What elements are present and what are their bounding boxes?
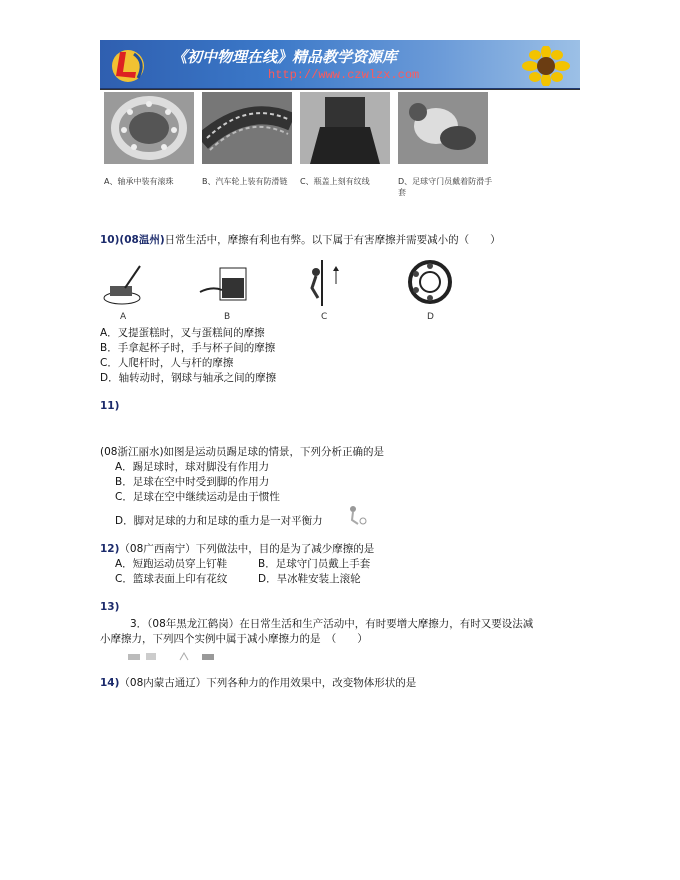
question-text: 日常生活中，摩擦有利也有弊。以下属于有害摩擦并需要减小的（ ） bbox=[164, 234, 501, 246]
photo-caption: B、汽车轮上装有防滑链 bbox=[202, 177, 288, 186]
bottle-cap-photo bbox=[300, 92, 390, 164]
question-number: 13) bbox=[100, 601, 120, 613]
question-source: (08温州) bbox=[119, 234, 165, 246]
question-10-figures bbox=[100, 258, 460, 310]
question-text: （08广西南宁）下列做法中，目的是为了减少摩擦的是 bbox=[119, 543, 375, 555]
football-kick-figure bbox=[346, 504, 368, 526]
figure-label: B bbox=[224, 312, 231, 322]
question-number: 10) bbox=[100, 234, 120, 246]
question-10-stem bbox=[100, 233, 501, 248]
tire-chain-photo bbox=[202, 92, 292, 164]
option-a: A．短跑运动员穿上钉鞋 bbox=[115, 558, 228, 570]
option-c: C．足球在空中继续运动是由于惯性 bbox=[115, 491, 280, 503]
question-13-figures bbox=[128, 650, 218, 664]
sunflower-icon bbox=[518, 46, 574, 86]
banner-url[interactable]: http://www.czwlzx.com bbox=[268, 68, 420, 82]
question-number: 11) bbox=[100, 400, 120, 412]
photo-caption: A、轴承中装有滚珠 bbox=[104, 177, 174, 186]
question-13-line1: 3．（08年黑龙江鹤岗）在日常生活和生产活动中，有时要增大摩擦力，有时又要设法减 bbox=[130, 618, 534, 630]
logo-icon bbox=[106, 44, 152, 84]
cup-hand-figure bbox=[200, 268, 246, 300]
photo-caption: D、足球守门员戴着防滑手套 bbox=[398, 177, 493, 197]
option-b: B．足球守门员戴上手套 bbox=[258, 558, 371, 570]
question-text: （08内蒙古通辽）下列各种力的作用效果中，改变物体形状的是 bbox=[119, 677, 417, 689]
pole-climb-figure bbox=[312, 260, 339, 306]
figure-label: A bbox=[120, 312, 127, 322]
banner-title: 《初中物理在线》精品教学资源库 bbox=[172, 48, 398, 66]
option-d: D．轴转动时，钢球与轴承之间的摩擦 bbox=[100, 372, 277, 384]
goalkeeper-glove-photo bbox=[398, 92, 488, 164]
bearing-figure bbox=[410, 262, 450, 302]
option-b: B．手拿起杯子时，手与杯子间的摩擦 bbox=[100, 342, 276, 354]
header-divider bbox=[100, 89, 580, 90]
cake-fork-figure bbox=[104, 266, 140, 304]
question-12-stem bbox=[100, 542, 374, 557]
option-a: A．踢足球时，球对脚没有作用力 bbox=[115, 461, 270, 473]
figure-label: D bbox=[427, 312, 434, 322]
question-14-stem bbox=[100, 676, 416, 691]
option-c: C．篮球表面上印有花纹 bbox=[115, 573, 228, 585]
figure-label: C bbox=[321, 312, 328, 322]
question-number: 12) bbox=[100, 543, 120, 555]
question-13-line2: 小摩擦力，下列四个实例中属于减小摩擦力的是 （ ） bbox=[100, 633, 368, 645]
header-banner bbox=[100, 40, 580, 90]
photo-caption: C、瓶盖上刻有纹线 bbox=[300, 177, 370, 186]
option-d: D．脚对足球的力和足球的重力是一对平衡力 bbox=[115, 515, 323, 527]
bearing-photo bbox=[104, 92, 194, 164]
question-number: 14) bbox=[100, 677, 120, 689]
option-b: B．足球在空中时受到脚的作用力 bbox=[115, 476, 270, 488]
option-d: D．旱冰鞋安装上滚轮 bbox=[258, 573, 361, 585]
question-11-stem: (08浙江丽水)如图是运动员踢足球的情景，下列分析正确的是 bbox=[100, 446, 385, 458]
option-c: C．人爬杆时，人与杆的摩擦 bbox=[100, 357, 234, 369]
option-a: A．叉提蛋糕时，叉与蛋糕间的摩擦 bbox=[100, 327, 265, 339]
